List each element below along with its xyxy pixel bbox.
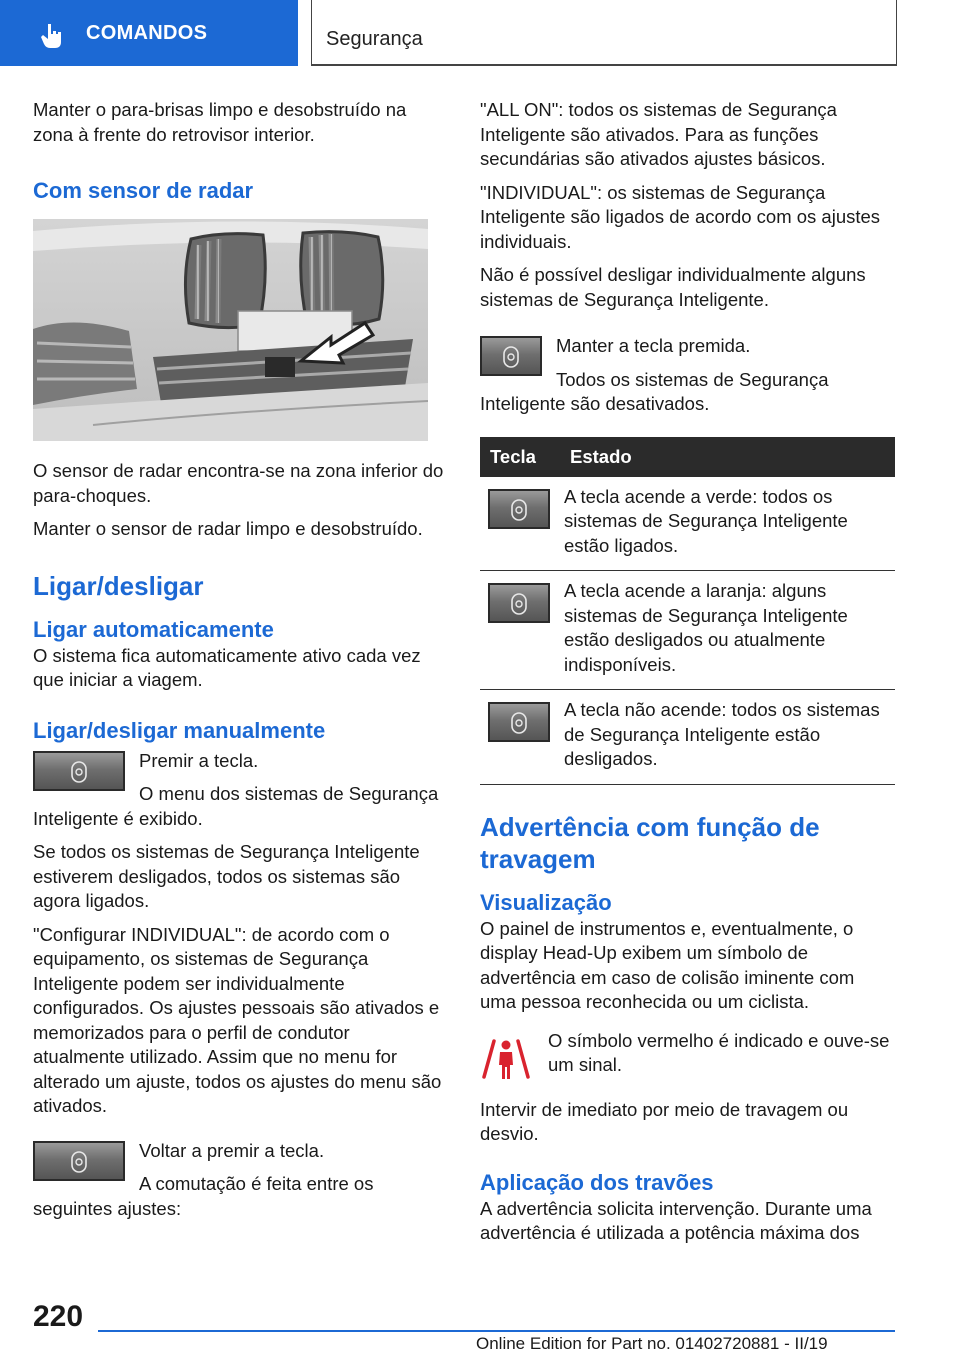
page-number: 220 <box>33 1300 84 1333</box>
table-row <box>480 477 895 571</box>
paragraph: O sistema fica automaticamente ativo cada vez que iniciar a viagem. <box>33 644 421 690</box>
table-cell: A tecla acende a laranja: alguns sistemas de Segurança Inteligente estão desligados ou atualmente indisponíveis. <box>564 580 848 675</box>
paragraph: Todos os sistemas de Segurança Inteligente são desativados. <box>480 368 829 414</box>
paragraph: Manter a tecla premida. <box>556 335 751 356</box>
heading-auto: Ligar automaticamente <box>33 616 274 642</box>
paragraph: Se todos os sistemas de Segurança Inteligente estiverem desligados, todos os sistemas são agora ligados. <box>33 841 420 911</box>
heading-radar: Com sensor de radar <box>33 178 254 203</box>
paragraph: Premir a tecla. <box>139 749 259 771</box>
paragraph: Intervir de imediato por meio de travagem ou desvio. <box>480 1098 849 1144</box>
footer-divider <box>98 1330 895 1332</box>
paragraph: Voltar a premir a tecla. <box>139 1139 325 1161</box>
intelligent-safety-button-icon <box>33 751 125 791</box>
paragraph: O símbolo vermelho é indicado e ouve-se um sinal. <box>548 1029 890 1075</box>
heading-brakes: Aplicação dos travões <box>480 1169 714 1195</box>
page-header <box>0 0 960 66</box>
column-header-key: Tecla <box>480 437 560 477</box>
paragraph: A comutação é feita entre os seguintes ajustes: <box>33 1173 374 1219</box>
hand-pointer-icon <box>38 22 66 50</box>
paragraph: "ALL ON": todos os sistemas de Segurança Inteligente são ativados. Para as funções secundárias são ativados ajustes básicos. <box>480 99 837 169</box>
intelligent-safety-button-icon <box>480 336 542 376</box>
paragraph: "Configurar INDIVIDUAL": de acordo com o equipamento, os sistemas de Segurança Inteligente podem ser individualmente configurados. Os ajustes pessoais são ativados e memorizados para o perfil de condutor atualmente utilizado. Assim que no menu for alterado um ajuste, todos os ajustes do menu são ativados. <box>33 923 442 1116</box>
intelligent-safety-button-icon <box>488 583 550 623</box>
intelligent-safety-button-icon <box>33 1141 125 1181</box>
table-row <box>480 690 895 785</box>
paragraph: Manter o para-brisas limpo e desobstruído na zona à frente do retrovisor interior. <box>33 99 407 145</box>
table-header-row <box>480 437 895 477</box>
table-cell: A tecla acende a verde: todos os sistemas de Segurança Inteligente estão ligados. <box>564 485 848 556</box>
heading-on-off: Ligar/desligar <box>33 570 204 601</box>
paragraph: "INDIVIDUAL": os sistemas de Segurança Inteligente são ligados de acordo com os ajustes individuais. <box>480 181 881 252</box>
paragraph: O menu dos sistemas de Segurança Inteligente é exibido. <box>33 783 439 829</box>
left-column <box>33 98 445 1221</box>
section-label: Segurança <box>326 28 423 50</box>
right-column <box>480 98 895 1246</box>
paragraph: Manter o sensor de radar limpo e desobstruído. <box>33 518 423 539</box>
section-tab <box>311 0 897 66</box>
heading-manual: Ligar/desligar manualmente <box>33 717 326 743</box>
paragraph: O sensor de radar encontra-se na zona inferior do para-choques. <box>33 460 444 506</box>
heading-brake-warning: Advertência com função de travagem <box>480 811 820 874</box>
intelligent-safety-button-icon <box>488 702 550 742</box>
car-front-illustration <box>33 219 428 441</box>
chapter-label: COMANDOS <box>86 22 208 44</box>
table-cell: A tecla não acende: todos os sistemas de Segurança Inteligente estão desligados. <box>564 699 880 769</box>
chapter-tab <box>0 0 298 66</box>
edition-note: Online Edition for Part no. 01402720881 - II/19 <box>476 1334 828 1353</box>
paragraph: Não é possível desligar individualmente alguns sistemas de Segurança Inteligente. <box>480 264 866 310</box>
heading-display: Visualização <box>480 889 612 915</box>
pedestrian-warning-icon <box>480 1029 532 1085</box>
paragraph: O painel de instrumentos e, eventualmente, o display Head-Up exibem um símbolo de advertência em caso de colisão iminente com uma pessoa reconhecida ou um ciclista. <box>480 917 855 1012</box>
table-row <box>480 571 895 690</box>
radar-sensor-photo <box>33 219 428 441</box>
key-state-table <box>480 437 895 785</box>
column-header-state: Estado <box>560 437 895 477</box>
paragraph: A advertência solicita intervenção. Durante uma advertência é utilizada a potência máxima dos <box>480 1197 872 1243</box>
intelligent-safety-button-icon <box>488 489 550 529</box>
